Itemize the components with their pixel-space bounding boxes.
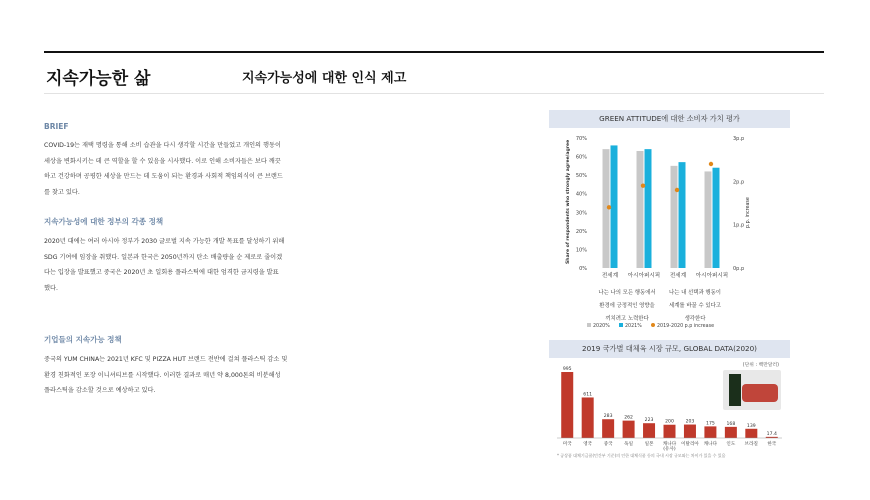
bar-2020 (637, 151, 644, 268)
text-line: SDG 기여에 임장을 취했다. 일본과 한국은 2050년까지 탄소 배출량을 순 제로로 줄이겠 (44, 253, 283, 261)
y-axis-label: Share of respondents who strongly agree/agree (566, 139, 571, 264)
y-tick-label: 10% (575, 247, 587, 254)
x-tick-label: 전세계 (669, 273, 687, 279)
y-tick-label: 70% (575, 136, 587, 142)
bar (704, 426, 716, 438)
bar (684, 425, 696, 438)
alt-meat-chart-title: 2019 국가별 대체육 시장 규모, GLOBAL DATA(2020) (549, 340, 790, 358)
green-attitude-chart-title: GREEN ATTITUDE에 대한 소비자 가치 평가 (549, 110, 790, 128)
y-tick-label: 60% (575, 154, 587, 161)
text-line: COVID-19는 재택 명령을 통해 소비 습관을 다시 생각할 시간을 만들었고 개인의 행동이 (44, 142, 281, 149)
x-tick-label: 캐나다 (662, 442, 677, 447)
bar (561, 372, 573, 438)
group-label: 끼치려고 노력한다 (605, 316, 649, 322)
x-tick-label: 중국 (603, 442, 613, 447)
value-label: 139 (746, 423, 756, 429)
y-tick-label: 30% (575, 210, 587, 217)
x-tick-label: 캐나다 (703, 442, 718, 447)
text-line: 다는 입장을 발표했고 중국은 2020년 초 일회용 플라스틱에 대한 엄격한 금지령을 발표 (44, 269, 279, 277)
group-label: 환경에 긍정적인 영향을 (599, 303, 655, 309)
y2-tick-label: 0p.p (733, 266, 745, 272)
group-label: 나는 나의 모든 행동에서 (598, 290, 656, 296)
bar (582, 397, 594, 438)
bar-2021 (713, 168, 720, 268)
corporate-policy-section (44, 334, 334, 399)
section-body (44, 352, 334, 399)
value-label: 262 (624, 415, 633, 421)
pp-increase-point (641, 183, 645, 187)
product-meat (742, 384, 778, 402)
product-box (729, 374, 741, 406)
alt-meat-market-chart (549, 358, 790, 462)
text-line: 하고 건강하며 공평한 세상을 만드는 데 도움이 되는 환경과 사회적 책임의식이 큰 브랜드 (44, 173, 283, 181)
value-label: 175 (706, 421, 715, 427)
bar-2021 (679, 162, 686, 268)
bar-2020 (705, 171, 712, 268)
legend-swatch (619, 323, 623, 327)
text-line: 2020년 대에는 여러 아시아 정부가 2030 글로벌 지속 가능한 개발 목표를 달성하기 위해 (44, 238, 285, 245)
x-tick-label: 인도 (726, 442, 736, 447)
x-tick-label: 전세계 (601, 273, 619, 279)
x-tick-label: (유사) (663, 447, 676, 452)
pp-increase-point (607, 205, 611, 209)
government-policy-section (44, 216, 334, 296)
legend-label: 2021% (625, 324, 642, 329)
y-tick-label: 50% (575, 173, 587, 180)
y-tick-label: 40% (575, 191, 587, 198)
legend-swatch (587, 323, 591, 327)
value-label: 17.4 (766, 431, 777, 437)
legend-label: 2019-2020 p.p increase (657, 324, 715, 329)
value-label: 203 (685, 419, 695, 425)
legend-label: 2020% (593, 324, 610, 329)
group-label: 나는 내 선택과 행동이 (668, 290, 722, 296)
green-attitude-chart (549, 130, 790, 335)
section-heading: 기업들의 지속가능 정책 (44, 335, 122, 344)
bar-2021 (611, 145, 618, 268)
x-tick-label: 한국 (767, 442, 777, 447)
brief-section (44, 122, 334, 200)
y-tick-label: 0% (579, 266, 587, 272)
section-heading: BRIEF (44, 122, 69, 131)
legend-swatch (651, 323, 655, 327)
text-line: 환경 친화적인 포장 이니셔티브를 시작했다. 이러한 결과로 매년 약 8,000톤의 비분해성 (44, 371, 281, 379)
value-label: 995 (562, 367, 572, 372)
bar (745, 429, 757, 438)
bar (602, 419, 614, 438)
footnote: * 공상품 대체기금품(민간부 기준)의 인한 대체식품 등의 국내 시장 규모와는 차이가 있을 수 있음 (557, 453, 726, 458)
text-line: 세상을 변화시키는 데 큰 역할을 할 수 있음을 시사했다. 이로 인해 소비자들은 보다 깨끗 (44, 157, 281, 165)
bar (623, 421, 635, 438)
group-label: 세계를 바꿀 수 있다고 (668, 303, 722, 309)
value-label: 168 (726, 421, 736, 427)
value-label: 200 (665, 419, 674, 425)
text-line: 를 찾고 있다. (44, 188, 80, 196)
bar (643, 423, 655, 438)
value-label: 283 (603, 414, 613, 420)
x-tick-label: 영국 (583, 442, 593, 447)
text-line: 중국의 YUM CHINA는 2021년 KFC 및 PIZZA HUT 브랜드 전반에 걸쳐 플라스틱 감소 및 (44, 356, 288, 363)
text-line: 했다. (44, 284, 58, 292)
y2-axis-label: p.p. increase (746, 197, 751, 228)
bar-2020 (671, 166, 678, 268)
pp-increase-point (675, 188, 679, 192)
page-title: 지속가능한 삶 (46, 69, 151, 89)
value-label: 611 (583, 392, 593, 398)
section-heading: 지속가능성에 대한 정부의 각종 정책 (44, 217, 164, 226)
bar-2021 (645, 149, 652, 268)
section-body (44, 234, 334, 296)
page-subtitle: 지속가능성에 대한 인식 제고 (242, 71, 407, 86)
text-line: 플라스틱을 감소할 것으로 예상하고 있다. (44, 387, 156, 395)
section-body (44, 138, 334, 200)
value-label: 223 (644, 418, 654, 424)
group-label: 생각한다 (684, 316, 706, 322)
x-tick-label: 아시아퍼시픽 (695, 273, 729, 279)
unit-label: (단위 : 백만달러) (742, 363, 779, 368)
bar (725, 427, 737, 438)
y-tick-label: 20% (575, 228, 587, 235)
pp-increase-point (709, 162, 713, 166)
x-tick-label: 브라질 (744, 442, 758, 447)
x-tick-label: 일본 (644, 442, 654, 447)
x-tick-label: 아시아퍼시픽 (627, 273, 661, 279)
bar (664, 425, 676, 438)
header-divider (44, 93, 824, 94)
x-tick-label: 이탈리아 (681, 442, 699, 447)
x-tick-label: 독일 (624, 442, 634, 447)
header-rule (44, 51, 824, 53)
x-tick-label: 미국 (562, 442, 572, 447)
y2-tick-label: 3p.p (733, 136, 745, 142)
y2-tick-label: 2p.p (733, 179, 745, 186)
y2-tick-label: 1p.p (733, 222, 745, 229)
